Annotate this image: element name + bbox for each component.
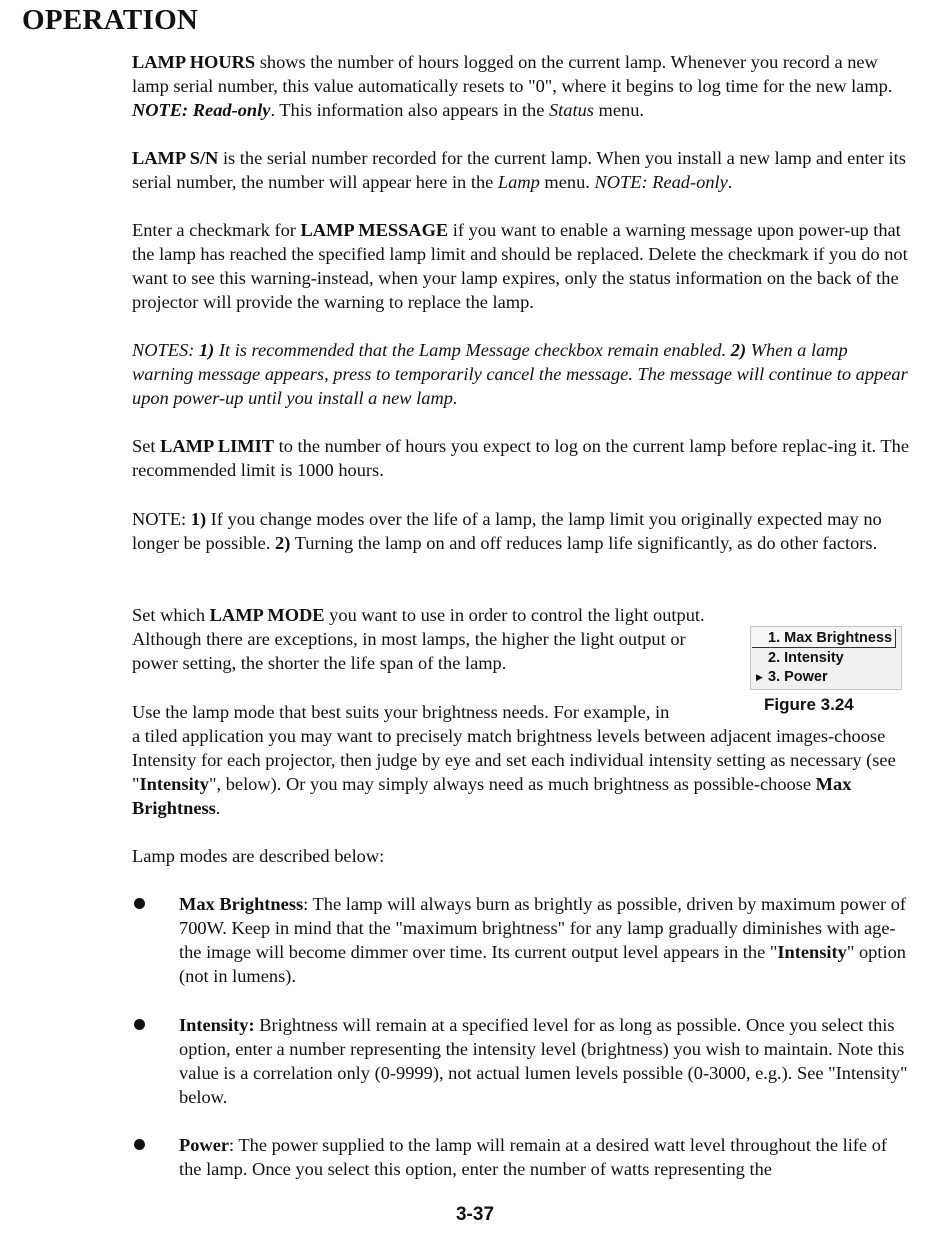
- figure-caption: Figure 3.24: [764, 695, 854, 714]
- lamp-hours-paragraph: [132, 50, 912, 122]
- menu-item-intensity[interactable]: [751, 648, 901, 668]
- intensity-ref: Intensity: [777, 942, 847, 962]
- bullet-term: Max Brightness: [179, 894, 304, 914]
- bullet-body-2: " option (not in lumens).: [179, 942, 906, 986]
- notes-label: NOTES:: [132, 340, 199, 360]
- lamp-sn-paragraph: [132, 146, 912, 194]
- bullet-body: : The power supplied to the lamp will remain at a desired watt level throughout the life of the lamp. Once you select this option, enter the number of watts representing the: [179, 1135, 888, 1179]
- bullet-text: [179, 1133, 912, 1181]
- menu-item-label: 2. Intensity: [768, 650, 844, 666]
- menu-item-label: 1. Max Brightness: [752, 629, 896, 648]
- lamp-hours-text-3: menu.: [593, 100, 644, 120]
- bullet-term: Intensity:: [179, 1015, 255, 1035]
- lamp-mode-term: LAMP MODE: [209, 605, 325, 625]
- notes-number-2: 2): [730, 340, 747, 360]
- bullet-body: : The lamp will always burn as brightly as possible, driven by maximum power of 700W. Keep in mind that the "maximum brightness" for any lamp gradually diminishes with age-the image will become dimmer over time. Its current output level appears in the ": [179, 894, 907, 962]
- notes-text-2: When a lamp warning message appears, press to temporarily cancel the message. The message will continue to appear upon power-up until you install a new lamp.: [132, 340, 908, 408]
- notes-number-1: 1): [198, 340, 215, 360]
- menu-item-label: 3. Power: [768, 669, 828, 685]
- bullet-dot-icon: [134, 898, 145, 909]
- lamp-message-text: Enter a checkmark for: [132, 220, 301, 240]
- note-paragraph: [132, 507, 912, 555]
- use-text-1: Use the lamp mode that best suits your brightness needs. For example, in: [132, 702, 670, 722]
- lamp-message-term: LAMP MESSAGE: [300, 220, 449, 240]
- bullet-dot-icon: [134, 1139, 145, 1150]
- lamp-sn-term: LAMP S/N: [132, 148, 219, 168]
- lamp-sn-text: is the serial number recorded for the current lamp. When you install a new lamp and enter its serial number, the number will appear here in the: [132, 148, 906, 192]
- note-text-1: If you change modes over the life of a lamp, the lamp limit you originally expected may no longer be possible.: [132, 509, 882, 553]
- note-number-2: 2): [275, 533, 291, 553]
- bullet-term: Power: [179, 1135, 230, 1155]
- pointer-triangle-icon: ▶: [756, 672, 763, 682]
- bullet-text: [179, 892, 912, 988]
- bullet-dot-icon: [134, 1019, 145, 1030]
- lamp-limit-paragraph: [132, 434, 912, 482]
- max-brightness-ref: Max Brightness: [132, 774, 852, 818]
- lamp-hours-text-2: . This information also appears in the: [270, 100, 549, 120]
- lamp-message-text-2: if you want to enable a warning message upon power-up that the lamp has reached the specified lamp limit and should be replaced. Delete the checkmark if you do not want to see this warning-instead, when your lamp expires, only the status information on the back of the projector will provide the warning to replace the lamp.: [132, 220, 908, 312]
- use-text-4: .: [215, 798, 221, 818]
- lamp-menu-ref: Lamp: [497, 172, 540, 192]
- use-paragraph: [132, 724, 912, 820]
- lamp-sn-text-3: .: [727, 172, 733, 192]
- lamp-mode-paragraph: [132, 603, 712, 675]
- bullet-text: [179, 1013, 912, 1109]
- status-menu-ref: Status: [548, 100, 594, 120]
- note-number-1: 1): [190, 509, 207, 529]
- lamp-mode-menu-figure: [750, 626, 902, 690]
- lamp-sn-text-2: menu.: [539, 172, 595, 192]
- lamp-limit-text-2: to the number of hours you expect to log on the current lamp before replac-ing it. The recommended limit is 1000 hours.: [132, 436, 910, 480]
- lamp-hours-note: NOTE: Read-only: [132, 100, 271, 120]
- lamp-mode-text: Set which: [132, 605, 210, 625]
- notes-text-1: It is recommended that the Lamp Message checkbox remain enabled.: [214, 340, 731, 360]
- lamp-hours-text: shows the number of hours logged on the current lamp. Whenever you record a new lamp serial number, this value automatically resets to "0", where it begins to log time for the new lamp.: [132, 52, 893, 96]
- use-paragraph-line-1: [132, 700, 712, 724]
- bullet-body: Brightness will remain at a specified level for as long as possible. Once you select this option, enter a number representing the intensity level (brightness) you wish to maintain. Note this value is a correlation only (0-9999), not actual lumen levels possible (0-3000, e.g.). See "Intensity" below.: [179, 1015, 908, 1107]
- use-text-3: ", below). Or you may simply always need as much brightness as possible-choose: [209, 774, 816, 794]
- notes-paragraph: [132, 338, 912, 410]
- menu-item-max-brightness[interactable]: [751, 629, 901, 649]
- page-number: 3-37: [455, 1204, 495, 1225]
- lamp-sn-note: NOTE: Read-only: [594, 172, 728, 192]
- lamp-mode-text-2: you want to use in order to control the light output. Although there are exceptions, in most lamps, the higher the light output or power setting, the shorter the life span of the lamp.: [132, 605, 705, 673]
- intensity-ref: Intensity: [139, 774, 210, 794]
- lamp-limit-term: LAMP LIMIT: [160, 436, 275, 456]
- use-text-2: a tiled application you may want to precisely match brightness levels between adjacent images-choose Intensity for each projector, then judge by eye and set each individual intensity setting as necessary (see ": [132, 726, 896, 794]
- modes-intro: Lamp modes are described below:: [132, 846, 385, 866]
- note-label: NOTE:: [132, 509, 191, 529]
- lamp-hours-term: LAMP HOURS: [132, 52, 256, 72]
- menu-item-power[interactable]: [751, 667, 901, 687]
- page-heading: OPERATION: [22, 4, 199, 36]
- note-text-2: Turning the lamp on and off reduces lamp life significantly, as do other factors.: [290, 533, 878, 553]
- lamp-message-paragraph: [132, 218, 912, 314]
- lamp-limit-text: Set: [132, 436, 161, 456]
